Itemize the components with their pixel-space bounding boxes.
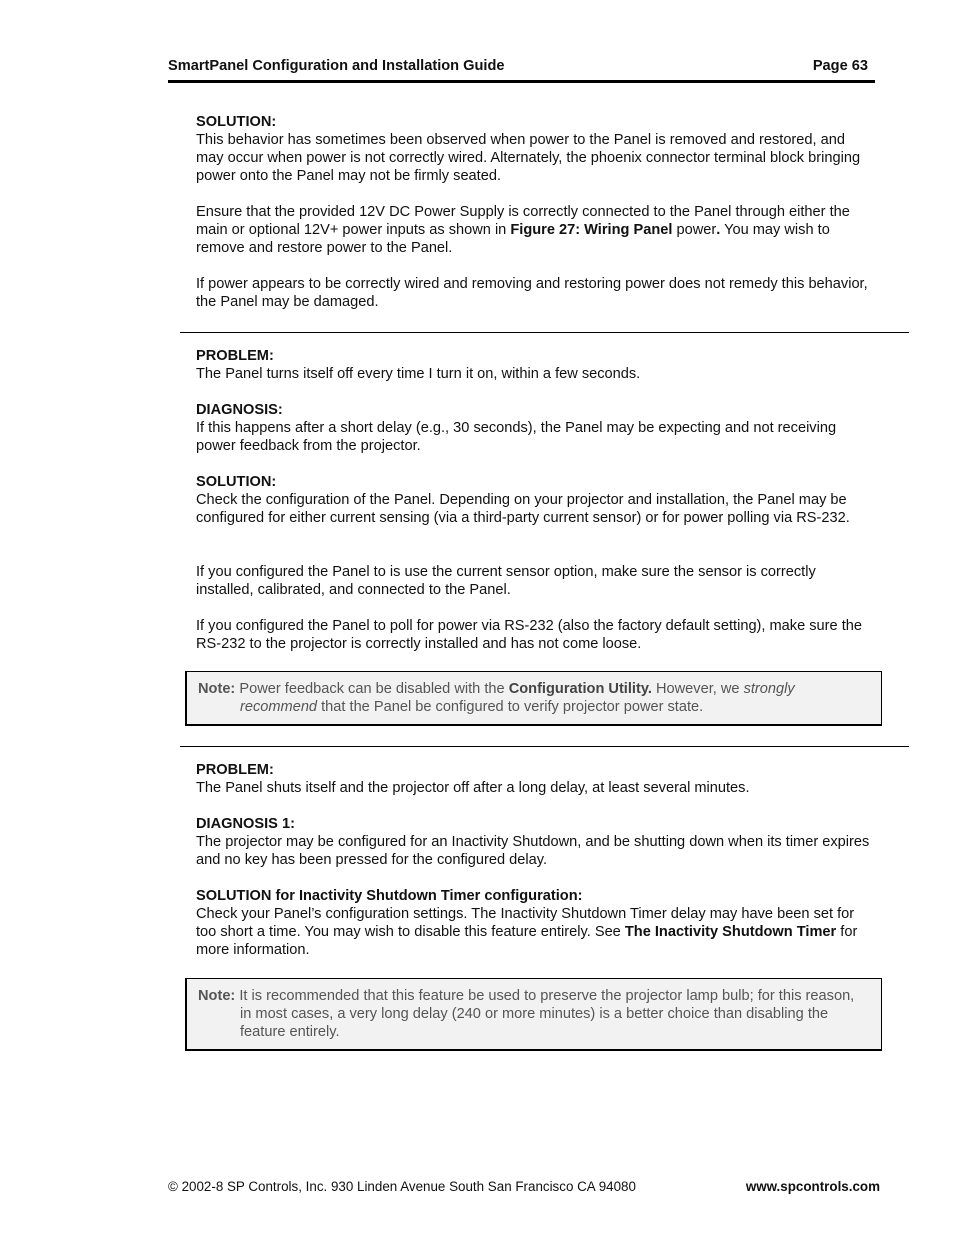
text-run: Ensure that the provided 12V DC Power Supply is correctly connected to the Panel through either the main or optional 12V+ power inputs as shown in xyxy=(196,204,850,238)
document-title: SmartPanel Configuration and Installation Guide xyxy=(168,58,505,74)
text-run: for more information. xyxy=(196,924,858,958)
problem-heading: PROBLEM: xyxy=(196,762,274,778)
figure-reference: Figure 27: Wiring Panel xyxy=(510,222,673,238)
copyright-text: © 2002-8 SP Controls, Inc. 930 Linden Avenue South San Francisco CA 94080 xyxy=(168,1179,636,1194)
note-label: Note: xyxy=(198,988,236,1004)
section2-diagnosis xyxy=(196,401,876,455)
section3-problem xyxy=(196,761,876,797)
note-box-lamp-bulb xyxy=(185,978,882,1051)
utility-reference: Configuration Utility. xyxy=(508,681,652,697)
section2-paragraph-rs232 xyxy=(196,617,876,653)
section2-paragraph-current-sensor xyxy=(196,563,876,599)
section3-diagnosis xyxy=(196,815,876,869)
solution-text: This behavior has sometimes been observed when power to the Panel is removed and restored, and may occur when power is not correctly wired. Alternately, the phoenix connector terminal block bringing power onto the Panel may not be firmly seated. xyxy=(196,132,861,184)
section1-paragraph-power-supply xyxy=(196,203,876,257)
page-number: Page 63 xyxy=(812,58,868,74)
diagnosis-heading: DIAGNOSIS: xyxy=(196,402,283,418)
text-run: You may wish to remove and restore power to the Panel. xyxy=(196,222,830,256)
text-run: However, we xyxy=(651,681,744,697)
diagnosis-heading: DIAGNOSIS 1: xyxy=(196,816,295,832)
problem-text: The Panel turns itself off every time I turn it on, within a few seconds. xyxy=(196,366,641,382)
text-run: power xyxy=(672,222,717,238)
text-run: Check your Panel’s configuration settings. The Inactivity Shutdown Timer delay may have been set for too short a time. You may wish to disable this feature entirely. See xyxy=(196,906,855,940)
paragraph-text: If you configured the Panel to poll for power via RS-232 (also the factory default setting), make sure the RS-232 to the projector is correctly installed and has not come loose. xyxy=(196,618,862,652)
emphasis: strongly recommend xyxy=(240,681,795,715)
solution-heading: SOLUTION: xyxy=(196,474,277,490)
section-divider xyxy=(180,746,909,747)
diagnosis-text: If this happens after a short delay (e.g., 30 seconds), the Panel may be expecting and not receiving power feedback from the projector. xyxy=(196,420,837,454)
section1-solution xyxy=(196,113,876,185)
paragraph-text: If you configured the Panel to is use the current sensor option, make sure the sensor is correctly installed, calibrated, and connected to the Panel. xyxy=(196,564,816,598)
header-divider xyxy=(168,80,875,83)
text-run: that the Panel be configured to verify projector power state. xyxy=(317,699,704,715)
text-run: Power feedback can be disabled with the xyxy=(235,681,509,697)
timer-reference: The Inactivity Shutdown Timer xyxy=(624,924,837,940)
solution-heading: SOLUTION: xyxy=(196,114,277,130)
page-header xyxy=(168,57,868,77)
section2-solution xyxy=(196,473,876,527)
note-label: Note: xyxy=(198,681,236,697)
problem-text: The Panel shuts itself and the projector off after a long delay, at least several minutes. xyxy=(196,780,750,796)
section3-solution xyxy=(196,887,876,959)
text-run: . xyxy=(716,222,721,238)
note-box-power-feedback xyxy=(185,671,882,726)
section-divider xyxy=(180,332,909,333)
section1-paragraph-damaged xyxy=(196,275,876,311)
paragraph-text: If power appears to be correctly wired and removing and restoring power does not remedy this behavior, the Panel may be damaged. xyxy=(196,276,868,310)
solution-heading: SOLUTION for Inactivity Shutdown Timer configuration: xyxy=(196,888,583,904)
diagnosis-text: The projector may be configured for an Inactivity Shutdown, and be shutting down when its timer expires and no key has been pressed for the configured delay. xyxy=(196,834,870,868)
problem-heading: PROBLEM: xyxy=(196,348,274,364)
solution-text: Check the configuration of the Panel. Depending on your projector and installation, the Panel may be configured for either current sensing (via a third-party current sensor) or for power polling via RS-232. xyxy=(196,492,850,526)
note-text: It is recommended that this feature be used to preserve the projector lamp bulb; for this reason, in most cases, a very long delay (240 or more minutes) is a better choice than disabling the feature entirely. xyxy=(235,988,855,1040)
section2-problem xyxy=(196,347,876,383)
website-url: www.spcontrols.com xyxy=(745,1179,880,1194)
